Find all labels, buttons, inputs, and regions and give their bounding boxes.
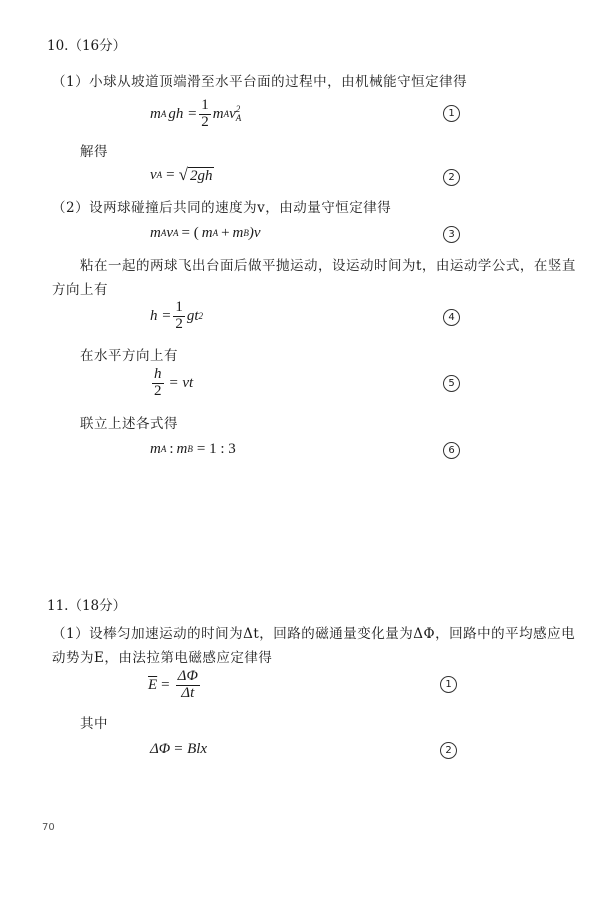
eq-number-marker: 2 [440,742,457,759]
q10-part5-text: 联立上述各式得 [80,416,178,432]
q11-qizhong: 其中 [80,716,108,732]
eq-number-marker: 2 [443,169,460,186]
q10-jiede: 解得 [80,144,108,160]
q10-eq4: h = $\frac{1}{2}$ gt 2 [150,298,204,332]
q10-part1-text: （1）小球从坡道顶端滑至水平台面的过程中，由机械能守恒定律得 [52,74,468,90]
q11-eq1: $\overline{E}$ = $\frac{\Delta\Phi}{\Delta t}$ [148,667,198,701]
q10-eq2: v A = √ 2gh [150,165,213,184]
q10-part2-text: （2）设两球碰撞后共同的速度为v，由动量守恒定律得 [52,200,392,216]
q10-eq6: m A : m B = 1 : 3 [150,440,236,457]
eq1-m-sub: A [160,109,167,119]
eq-number-marker: 5 [443,375,460,392]
eq1-m: m [150,105,161,122]
q10-header: 10.（16分） [47,38,127,54]
eq-number-marker: 3 [443,226,460,243]
eq1-rhs-m: m [212,105,224,122]
eq-number-marker: 6 [443,442,460,459]
q10-part3-line2: 方向上有 [52,282,108,298]
q11-part1-line1: （1）设棒匀加速运动的时间为Δt，回路的磁通量变化量为ΔΦ，回路中的平均感应电 [52,626,576,642]
eq-number-marker: 1 [440,676,457,693]
q10-eq5: $\frac{h}{2}$ = vt [154,365,194,399]
eq-number-marker: 4 [443,309,460,326]
eq-number-marker: 1 [443,105,460,122]
eq1-fraction: $\frac{1}{2}$ [201,96,209,130]
q11-part1-line2: 动势为E，由法拉第电磁感应定律得 [52,650,273,666]
page-number: 70 [42,822,55,833]
q10-eq1: m A gh = $\frac{1}{2}$ m A v 2 A [150,96,242,130]
eq2-sqrt: √ 2gh [178,165,213,184]
q10-part4-text: 在水平方向上有 [80,348,178,364]
q11-eq2: ΔΦ = Blx [150,740,208,757]
q11-header: 11.（18分） [47,598,127,614]
q10-part3-line1: 粘在一起的两球飞出台面后做平抛运动，设运动时间为t，由运动学公式，在竖直 [80,258,576,274]
eq1-gh: gh = [168,105,198,122]
q10-eq3: m A v A = ( m A + m B )v [150,224,261,241]
